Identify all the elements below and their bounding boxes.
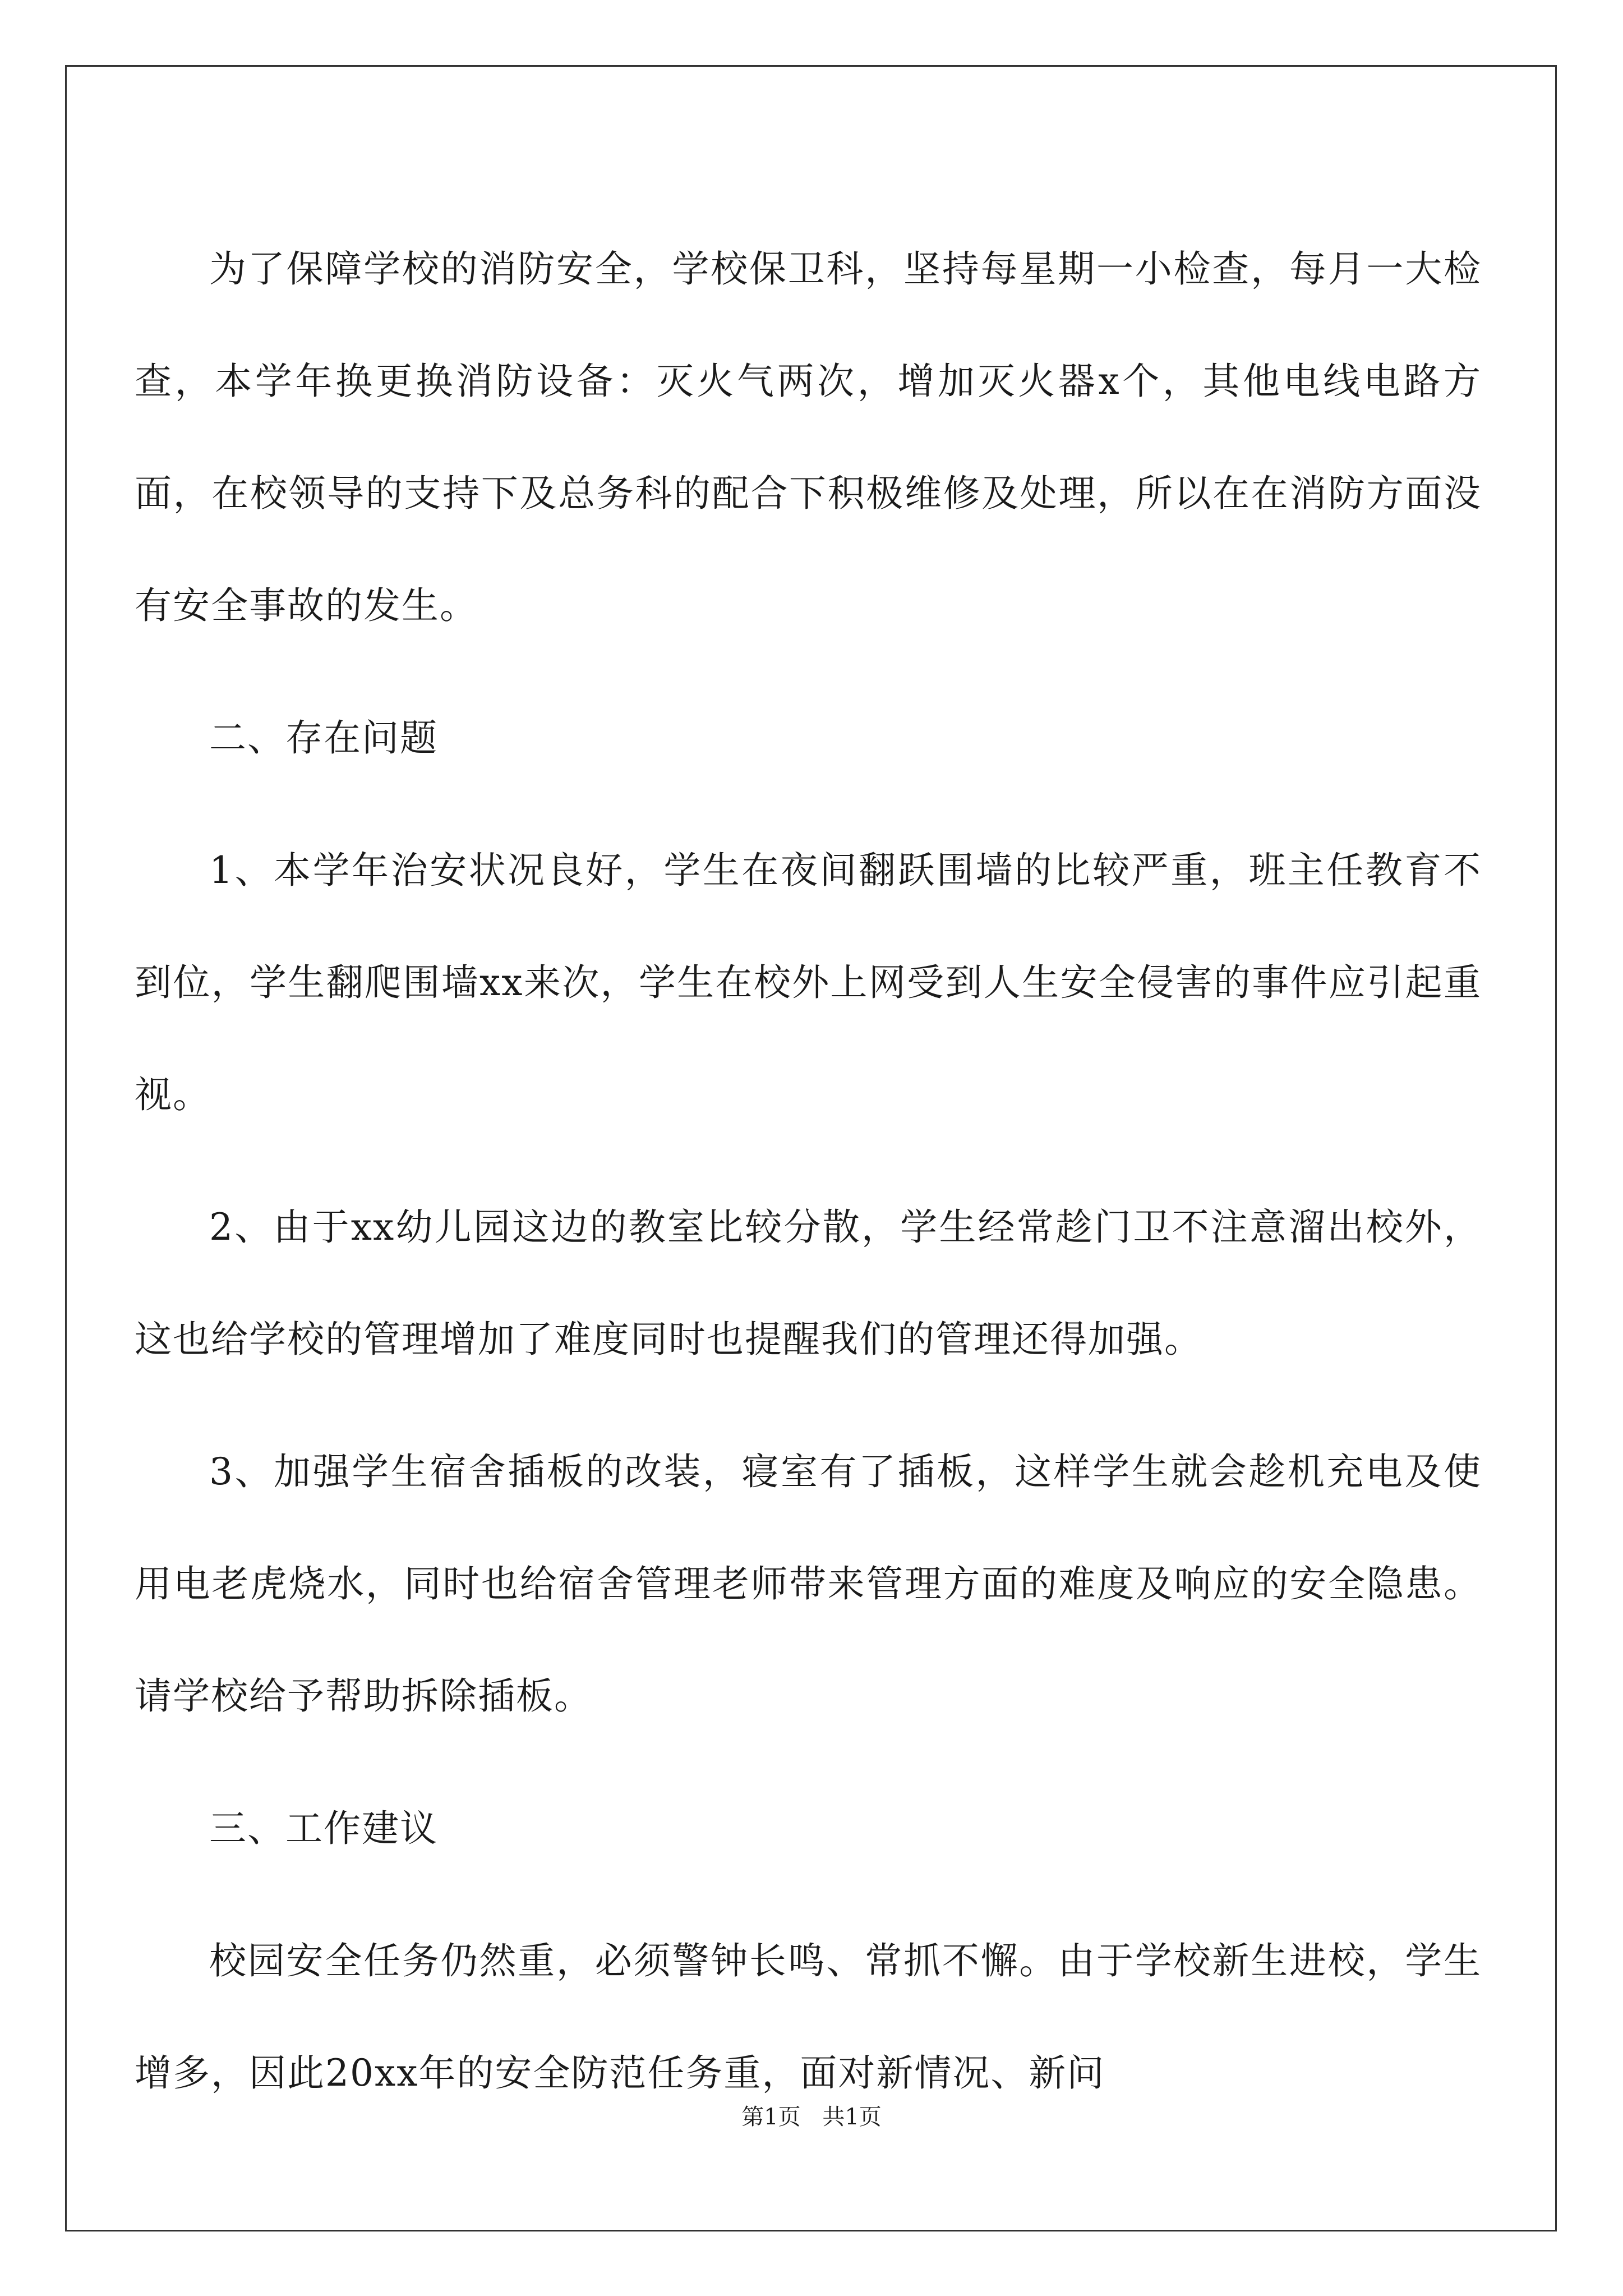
paragraph-suggestion: 校园安全任务仍然重，必须警钟长鸣、常抓不懈。由于学校新生进校，学生增多，因此20xx年的安全防范任务重，面对新情况、新问 (135, 1939, 1482, 2095)
page-total: 共1页 (822, 2104, 882, 2130)
document-body (135, 213, 1482, 2150)
section-heading-problems: 二、存在问题 (209, 716, 438, 760)
paragraph-fire-safety: 为了保障学校的消防安全，学校保卫科，坚持每星期一小检查，每月一大检查，本学年换更换消防设备：灭火气两次，增加灭火器x个，其他电线电路方面，在校领导的支持下及总务科的配合下积极维修及处理，所以在在消防方面没有安全事故的发生。 (135, 247, 1482, 627)
paragraph-problem-1: 1、本学年治安状况良好，学生在夜间翻跃围墙的比较严重，班主任教育不到位，学生翻爬围墙xx来次，学生在校外上网受到人生安全侵害的事件应引起重视。 (135, 849, 1482, 1116)
page-footer (0, 2099, 1623, 2131)
section-heading-suggestions: 三、工作建议 (209, 1807, 438, 1850)
paragraph-problem-2: 2、由于xx幼儿园这边的教室比较分散，学生经常趁门卫不注意溜出校外，这也给学校的管理增加了难度同时也提醒我们的管理还得加强。 (135, 1205, 1482, 1361)
page-number: 第1页 (741, 2104, 801, 2130)
paragraph-problem-3: 3、加强学生宿舍插板的改装，寝室有了插板，这样学生就会趁机充电及使用电老虎烧水，同时也给宿舍管理老师带来管理方面的难度及响应的安全隐患。请学校给予帮助拆除插板。 (135, 1450, 1482, 1718)
